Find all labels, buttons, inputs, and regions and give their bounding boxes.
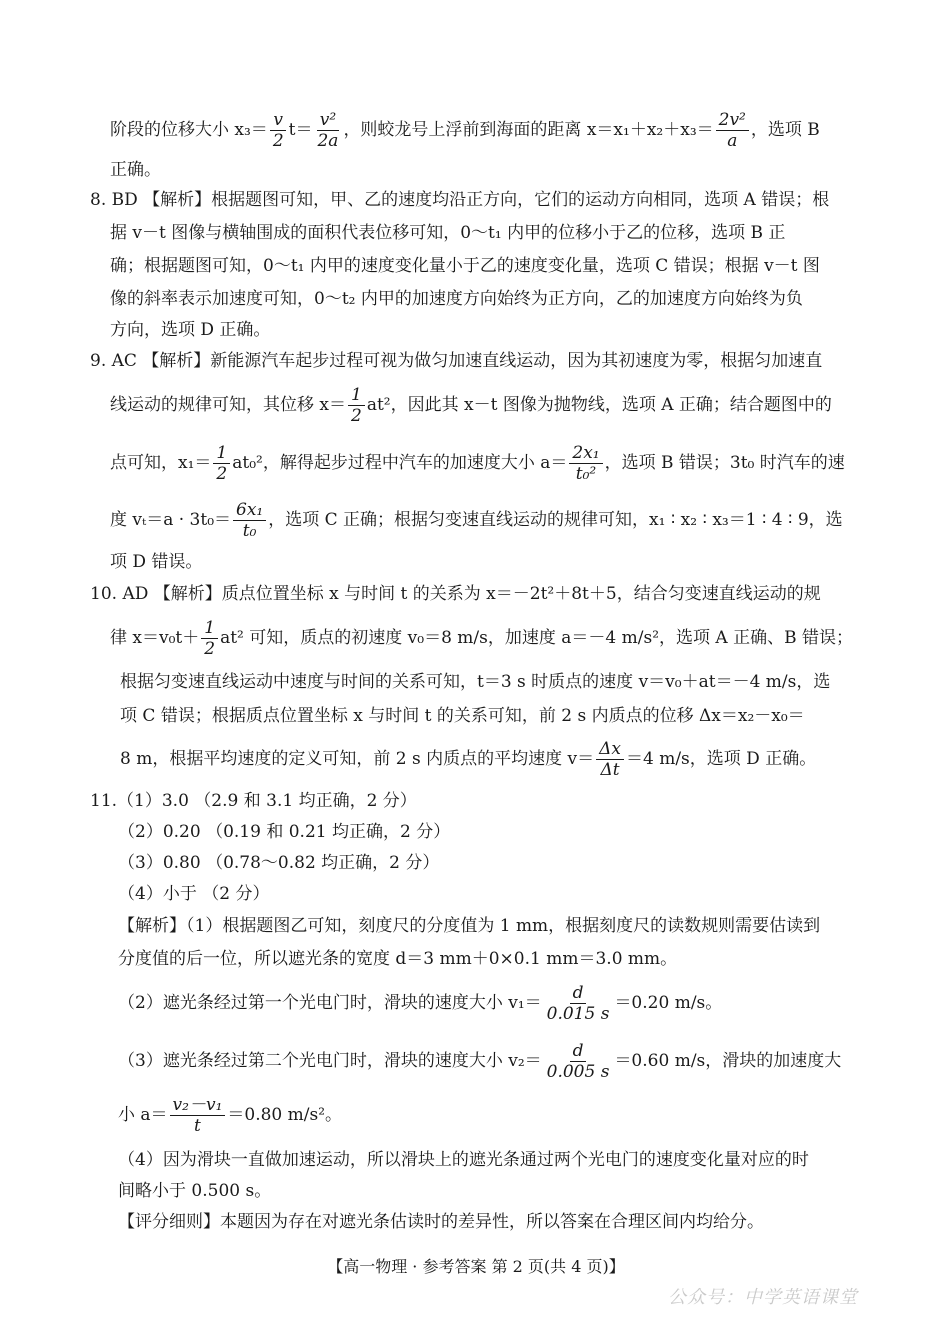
page-footer: 【高一物理 · 参考答案 第 2 页(共 4 页)】: [327, 1257, 625, 1276]
fraction: $\frac{d}{0.005 s}$: [546, 1040, 610, 1082]
text-line: 根据匀变速直线运动中速度与时间的关系可知，t＝3 s 时质点的速度 v＝v₀＋at＝－4 m/s，选: [120, 672, 831, 692]
answer-11-line: 11.（1）3.0 （2.9 和 3.1 均正确，2 分）: [90, 791, 417, 811]
text-line: 分度值的后一位，所以遮光条的宽度 d＝3 mm＋0×0.1 mm＝3.0 mm。: [118, 949, 678, 969]
text-segment: at² 可知，质点的初速度 v₀＝8 m/s，加速度 a＝－4 m/s²，选项 A 正确、B 错误；: [220, 628, 854, 648]
text-segment: 阶段的位移大小 x₃＝: [110, 120, 268, 140]
text-segment: at₀²，解得起步过程中汽车的加速度大小 a＝: [232, 453, 568, 473]
text-segment: at²，因此其 x－t 图像为抛物线，选项 A 正确；结合题图中的: [366, 395, 832, 415]
scoring-note-line: 【评分细则】本题因为存在对遮光条估读时的差异性，所以答案在合理区间内均给分。: [118, 1212, 764, 1232]
text-line: [118, 1033, 841, 1089]
text-line: （3）0.80 （0.78～0.82 均正确，2 分）: [118, 853, 440, 873]
text-segment: t＝: [288, 120, 313, 140]
fraction: $\frac{\text{2x₁}}{\text{t₀²}}$: [569, 443, 602, 484]
fraction: $\frac{\text{6x₁}}{\text{t₀}}$: [233, 500, 266, 541]
text-segment: 点可知，x₁＝: [110, 453, 212, 473]
text-segment: （3）遮光条经过第二个光电门时，滑块的速度大小 v₂＝: [118, 1051, 542, 1071]
answer-10-line: 10. AD 【解析】质点位置坐标 x 与时间 t 的关系为 x＝－2t²＋8t＋5，结合匀变速直线运动的规: [90, 584, 821, 604]
text-line: [118, 1087, 342, 1143]
fraction: $\frac{1}{2}$: [201, 618, 218, 659]
text-line: 确；根据题图可知，0～t₁ 内甲的速度变化量小于乙的速度变化量，选项 C 错误；根据 v－t 图: [110, 256, 820, 276]
watermark: 公众号：中学英语课堂: [668, 1287, 858, 1308]
text-segment: ＝0.60 m/s，滑块的加速度大: [614, 1051, 842, 1071]
text-line: 项 C 错误；根据质点位置坐标 x 与时间 t 的关系可知，前 2 s 内质点的位移 Δx＝x₂－x₀＝: [120, 706, 805, 726]
text-segment: ，选项 B: [750, 120, 820, 140]
text-line: 【解析】（1）根据题图乙可知，刻度尺的分度值为 1 mm，根据刻度尺的读数规则需要估读到: [118, 916, 821, 936]
text-line: 方向，选项 D 正确。: [110, 320, 271, 340]
text-segment: ＝0.20 m/s。: [614, 993, 723, 1013]
fraction: $\frac{\text{v₂－v₁}}{t}$: [170, 1095, 226, 1136]
text-segment: 律 x＝v₀t＋: [110, 628, 200, 648]
fraction: $\frac{1}{2}$: [213, 443, 230, 484]
answer-9-line: 9. AC 【解析】新能源汽车起步过程可视为做匀加速直线运动，因为其初速度为零，根据匀加速直: [90, 351, 823, 371]
text-segment: ，则蛟龙号上浮前到海面的距离 x＝x₁＋x₂＋x₃＝: [343, 120, 714, 140]
fraction: $\frac{\text{v²}}{2a}$: [317, 109, 339, 151]
fraction: $\frac{\text{2v²}}{a}$: [716, 110, 749, 151]
text-line: 正确。: [110, 160, 161, 180]
text-line: 项 D 错误。: [110, 552, 203, 572]
text-segment: 度 vₜ＝a · 3t₀＝: [110, 510, 232, 530]
answer-8-line: 8. BD 【解析】根据题图可知，甲、乙的速度均沿正方向，它们的运动方向相同，选项 A 错误；根: [90, 190, 830, 210]
fraction: $\frac{d}{0.015 s}$: [546, 982, 610, 1024]
text-segment: ＝0.80 m/s²。: [227, 1105, 343, 1125]
text-segment: ，选项 C 正确；根据匀变速直线运动的规律可知，x₁ ∶ x₂ ∶ x₃＝1 ∶ 4 ∶ 9，选: [268, 510, 843, 530]
text-line: 像的斜率表示加速度可知，0～t₂ 内甲的加速度方向始终为正方向，乙的加速度方向始终为负: [110, 289, 803, 309]
text-segment: 线运动的规律可知，其位移 x＝: [110, 395, 346, 415]
text-segment: ＝4 m/s，选项 D 正确。: [625, 749, 817, 769]
text-line: [120, 731, 816, 787]
text-line: （4）小于 （2 分）: [118, 884, 270, 904]
text-segment: （2）遮光条经过第一个光电门时，滑块的速度大小 v₁＝: [118, 993, 542, 1013]
text-segment: ，选项 B 错误；3t₀ 时汽车的速: [604, 453, 845, 473]
fraction: $\frac{v}{2}$: [270, 110, 287, 151]
solution-7-line: [110, 102, 820, 158]
text-line: [110, 610, 853, 666]
text-line: [110, 435, 845, 491]
text-segment: 小 a＝: [118, 1105, 168, 1125]
fraction: $\frac{1}{2}$: [348, 385, 365, 426]
text-line: （4）因为滑块一直做加速运动，所以滑块上的遮光条通过两个光电门的速度变化量对应的时: [118, 1150, 809, 1170]
fraction: $\frac{\Delta x}{\Delta t}$: [596, 739, 624, 780]
text-line: [118, 975, 722, 1031]
text-line: 据 v－t 图像与横轴围成的面积代表位移可知，0～t₁ 内甲的位移小于乙的位移，选项 B 正: [110, 223, 786, 243]
text-line: [110, 492, 843, 548]
text-line: 间略小于 0.500 s。: [118, 1181, 272, 1201]
text-segment: 8 m，根据平均速度的定义可知，前 2 s 内质点的平均速度 v＝: [120, 749, 595, 769]
text-line: （2）0.20 （0.19 和 0.21 均正确，2 分）: [118, 822, 451, 842]
text-line: [110, 377, 832, 433]
